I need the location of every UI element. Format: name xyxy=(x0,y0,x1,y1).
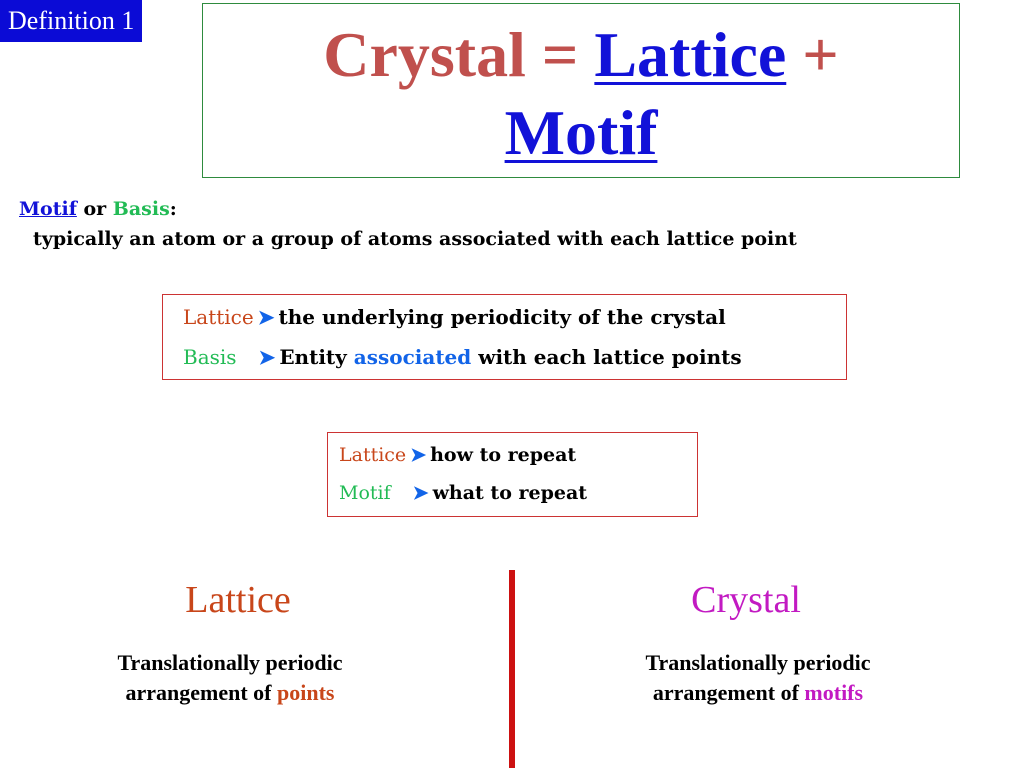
title-line-2 xyxy=(203,94,959,172)
title-plus: + xyxy=(786,19,839,90)
box2-row-lattice xyxy=(339,436,697,474)
motif-term: Motif xyxy=(19,198,77,220)
crystal-column-text xyxy=(578,648,938,708)
box1-lattice-term: Lattice xyxy=(183,305,254,329)
colon-text: : xyxy=(169,198,177,220)
arrowhead-bullet-icon: ➤ xyxy=(258,345,276,369)
lattice-column-title: Lattice xyxy=(185,579,291,621)
arrowhead-bullet-icon: ➤ xyxy=(412,482,429,504)
box1-lattice-text: the underlying periodicity of the crystal xyxy=(278,305,726,329)
lattice-column-points: points xyxy=(277,680,335,705)
crystal-column-line2-a: arrangement of xyxy=(652,680,805,705)
arrowhead-bullet-icon: ➤ xyxy=(410,444,427,466)
title-crystal-equals: Crystal = xyxy=(323,19,595,90)
motif-definition-heading xyxy=(19,194,797,224)
motif-definition xyxy=(19,194,797,254)
lattice-column-line1: Translationally periodic xyxy=(117,650,343,675)
crystal-column-motifs: motifs xyxy=(804,680,864,705)
box1-row-lattice xyxy=(183,297,846,337)
lattice-motif-box xyxy=(327,432,698,517)
lattice-column-text xyxy=(50,648,410,708)
title-line-1 xyxy=(203,16,959,94)
definition-tag-label: Definition 1 xyxy=(8,6,135,35)
box2-motif-text: what to repeat xyxy=(432,482,588,504)
crystal-column-line1: Translationally periodic xyxy=(645,650,871,675)
box2-lattice-text: how to repeat xyxy=(430,444,577,466)
box1-associated: associated xyxy=(353,345,472,369)
lattice-basis-box xyxy=(162,294,847,380)
box1-basis-text-a: Entity xyxy=(279,345,354,369)
crystal-column-line2 xyxy=(578,678,938,708)
column-divider xyxy=(509,570,515,768)
box1-basis-term: Basis xyxy=(183,345,237,369)
definition-tag xyxy=(0,0,142,42)
crystal-column-title: Crystal xyxy=(691,579,801,621)
box1-basis-text-b: with each lattice points xyxy=(471,345,742,369)
box2-row-motif xyxy=(339,474,697,512)
basis-term: Basis xyxy=(112,198,170,220)
box1-row-basis xyxy=(183,337,846,377)
title-motif: Motif xyxy=(504,97,658,168)
title-box xyxy=(202,3,960,178)
motif-definition-description: typically an atom or a group of atoms associated with each lattice point xyxy=(33,228,797,250)
lattice-column-line2 xyxy=(50,678,410,708)
title-lattice: Lattice xyxy=(594,19,787,90)
or-text: or xyxy=(76,198,113,220)
box2-motif-term: Motif xyxy=(339,482,391,504)
lattice-column-line2-a: arrangement of xyxy=(125,680,278,705)
arrowhead-bullet-icon: ➤ xyxy=(257,305,275,329)
box2-lattice-term: Lattice xyxy=(339,444,407,466)
